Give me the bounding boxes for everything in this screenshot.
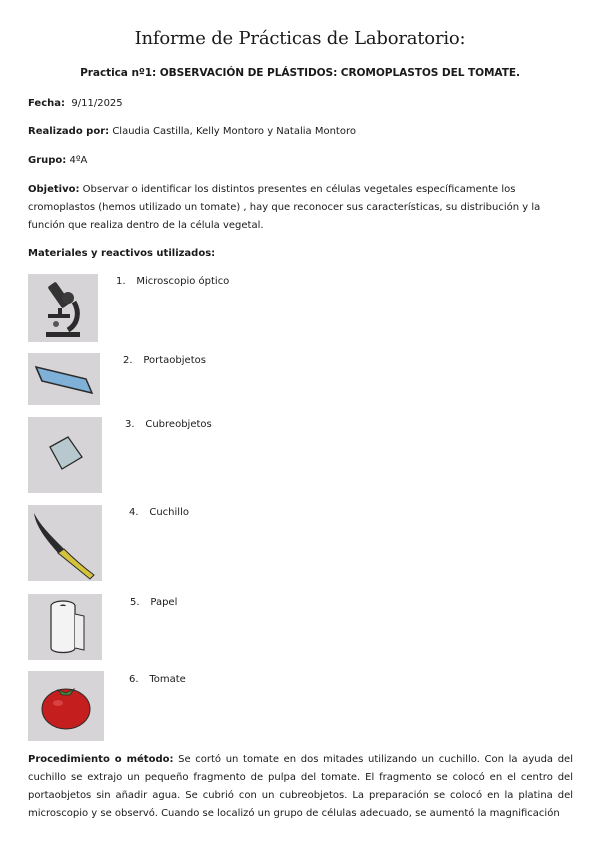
group-line: [28, 152, 87, 170]
authors-value: Claudia Castilla, Kelly Montoro y Natalia Montoro: [112, 126, 356, 137]
material-name: Microscopio óptico: [136, 276, 230, 287]
material-item-4: 4. Cuchillo: [129, 507, 189, 518]
report-title: Informe de Prácticas de Laboratorio:: [134, 28, 466, 49]
group-value: 4ºA: [69, 155, 88, 166]
date-label: Fecha:: [28, 98, 66, 109]
material-item-6: 6. Tomate: [129, 674, 186, 685]
material-item-1: 1. Microscopio óptico: [116, 276, 230, 287]
material-item-3: 3. Cubreobjetos: [125, 419, 212, 430]
slide-icon: [28, 353, 100, 405]
material-name: Portaobjetos: [143, 355, 206, 366]
authors-line: [28, 123, 356, 141]
date-line: [28, 95, 123, 113]
knife-icon: [28, 505, 102, 581]
material-name: Tomate: [149, 674, 186, 685]
authors-label: Realizado por:: [28, 126, 110, 137]
material-name: Cubreobjetos: [145, 419, 212, 430]
objective-label: Objetivo:: [28, 184, 80, 195]
practice-subtitle: Practica nº1: OBSERVACIÓN DE PLÁSTIDOS: CROMOPLASTOS DEL TOMATE.: [80, 67, 520, 79]
material-name: Cuchillo: [149, 507, 189, 518]
materials-heading: Materiales y reactivos utilizados:: [28, 248, 216, 259]
material-name: Papel: [150, 597, 178, 608]
date-value: 9/11/2025: [71, 98, 123, 109]
coverslip-icon: [28, 417, 102, 493]
objective-paragraph: [28, 181, 573, 235]
tomato-icon: [28, 671, 104, 741]
microscope-icon: [28, 274, 98, 342]
paper-roll-icon: [28, 594, 102, 660]
material-item-5: 5. Papel: [130, 597, 178, 608]
material-item-2: 2. Portaobjetos: [123, 355, 206, 366]
procedure-text: Se cortó un tomate en dos mitades utilizando un cuchillo. Con la ayuda del cuchillo se extrajo un pequeño fragmento de pulpa del tomate. El fragmento se colocó en el centro del portaobjetos sin añadir agua. Se cubrió con un cubreobjetos. La preparación se colocó en la platina del microscopio y se observó. Cuando se localizó un grupo de células adecuado, se aumentó la magnificación: [28, 754, 573, 819]
procedure-label: Procedimiento o método:: [28, 754, 174, 765]
procedure-paragraph: [28, 751, 573, 823]
group-label: Grupo:: [28, 155, 67, 166]
objective-text: Observar o identificar los distintos presentes en células vegetales específicamente los cromoplastos (hemos utilizado un tomate) , hay que reconocer sus características, su distribución y la función que realiza dentro de la célula vegetal.: [28, 184, 541, 231]
